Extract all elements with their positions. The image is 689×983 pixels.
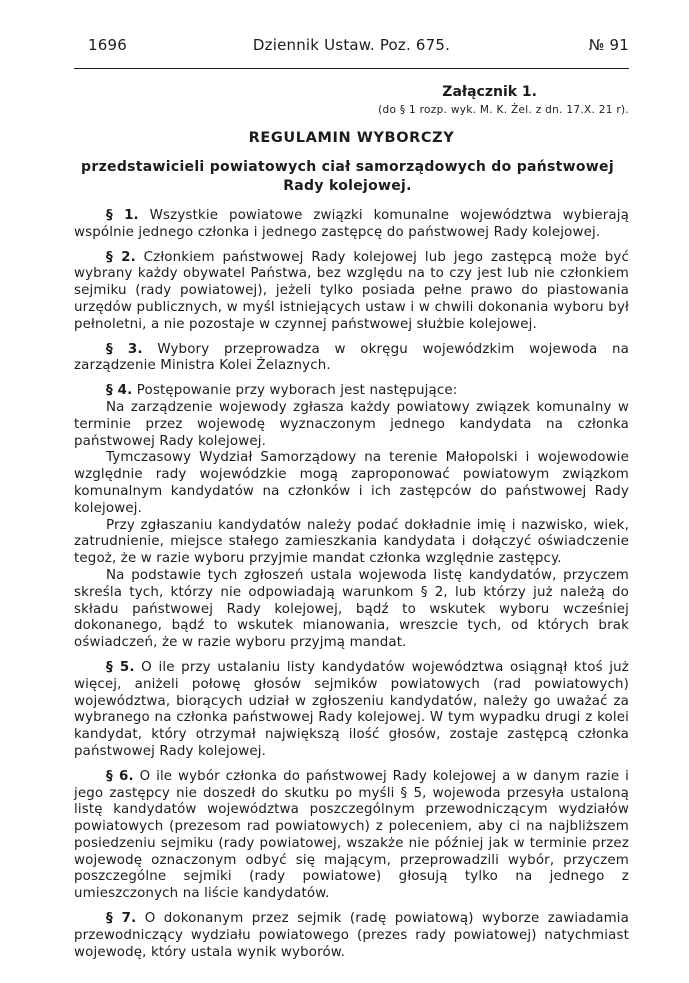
annex-reference: (do § 1 rozp. wyk. M. K. Żel. z dn. 17.X. 21 r). — [378, 104, 629, 116]
section-text: Postępowanie przy wyborach jest następujące: — [136, 383, 458, 399]
annex-block — [74, 84, 629, 116]
section-label: § 6. — [106, 768, 134, 784]
document-subtitle: przedstawicieli powiatowych ciał samorządowych do państwowej Rady kolejowej. — [81, 159, 614, 194]
paragraph-section-3 — [74, 342, 629, 376]
paragraph-section-6 — [74, 769, 629, 903]
section-4-item: Tymczasowy Wydział Samorządowy na terenie Małopolski i wojewodowie względnie rady wojewódzkie mogą zaproponować powiatowym związkom komunalnym kandydatów na członków i ich zastępców do państwowej Rady kolejowej. — [74, 450, 629, 516]
paragraph-section-5 — [74, 660, 629, 761]
section-4-item: Przy zgłaszaniu kandydatów należy podać dokładnie imię i nazwisko, wiek, zatrudnienie, miejsce stałego zamieszkania kandydata i dołączyć oświadczenie tegoż, że w razie wyboru przyjmie mandat członka względnie zastępcy. — [74, 517, 629, 567]
header-rule — [74, 68, 629, 69]
section-text: O dokonanym przez sejmik (radę powiatową) wyborze zawiadamia przewodniczący wydziału powiatowego (prezes rady powiatowej) natychmiast wojewodę, który ustala wynik wyborów. — [74, 911, 629, 960]
section-text: Członkiem państwowej Rady kolejowej lub jego zastępcą może być wybrany każdy obywatel Państwa, bez względu na to czy jest lub nie członkiem sejmiku (rady powiatowej), jeżeli tylko posiada pełne prawo do piastowania urzędów publicznych, w myśl istniejących ustaw i w chwili dokonania wyboru był pełnoletni, a nie pozostaje w czynnej państwowej służbie kolejowej. — [74, 249, 629, 332]
section-text: Wybory przeprowadza w okręgu wojewódzkim wojewoda na zarządzenie Ministra Kolei Żelaznych. — [74, 341, 629, 374]
section-text: O ile wybór członka do państwowej Rady kolejowej a w danym razie i jego zastępcy nie doszedł do skutku po myśli § 5, wojewoda przesyła ustaloną listę kandydatów województwa poszczególnym przewodniczącym wydziałów powiatowych (prezesom rad powiatowych) z poleceniem, aby ci na najbliższem posiedzeniu sejmiku (rady powiatowej, wszakże nie później jak w terminie przez wojewodę oznaczonym odbyć się mającym, przeprowadzili wybór, przyczem poszczególne sejmiki (rady powiatowe) głosują tylko na jednego z umieszczonych na liście kandydatów. — [74, 768, 629, 902]
section-label: § 1. — [106, 208, 139, 223]
paragraph-section-7 — [74, 911, 629, 961]
paragraph-section-2 — [74, 250, 629, 334]
issue-number: № 91 — [588, 36, 629, 54]
section-label: § 2. — [106, 249, 136, 265]
section-4-item: Na zarządzenie wojewody zgłasza każdy powiatowy związek komunalny w terminie przez wojewodę wyznaczonym jednego kandydata na członka państwowej Rady kolejowej. — [74, 399, 629, 449]
section-label: § 7. — [106, 911, 137, 927]
document-body — [74, 208, 629, 961]
page-number: 1696 — [88, 36, 127, 54]
document-title: REGULAMIN WYBORCZY — [248, 130, 455, 146]
paragraph-section-4 — [74, 383, 629, 400]
section-label: § 5. — [106, 659, 135, 675]
section-label: § 4. — [106, 383, 133, 399]
section-text: Wszystkie powiatowe związki komunalne województwa wybierają wspólnie jednego członka i jednego zastępcę do państwowej Rady kolejowej. — [74, 208, 629, 240]
paragraph-section-1 — [74, 208, 629, 242]
annex-title: Załącznik 1. — [442, 84, 537, 100]
section-label: § 3. — [106, 341, 143, 357]
section-4-item: Na podstawie tych zgłoszeń ustala wojewoda listę kandydatów, przyczem skreśla tych, którzy nie odpowiadają warunkom § 2, lub którzy już należą do składu państwowej Rady kolejowej, bądź to wskutek wyboru wcześniej dokonanego, bądź to wskutek mianowania, wreszcie tych, od których brak oświadczeń, że w razie wyboru przyjmą mandat. — [74, 567, 629, 651]
section-text: O ile przy ustalaniu listy kandydatów województwa osiągnął ktoś już więcej, aniżeli połowę głosów sejmików powiatowych (rad powiatowych) województwa, biorących udział w zgłoszeniu kandydatów, należy go uważać za wybranego na członka państwowej Rady kolejowej. W tym wypadku drugi z kolei kandydat, który otrzymał największą ilość głosów, zostaje zastępcą członka państwowej Rady kolejowej. — [74, 659, 629, 759]
journal-title: Dziennik Ustaw. Poz. 675. — [252, 36, 451, 54]
running-header — [74, 36, 629, 58]
